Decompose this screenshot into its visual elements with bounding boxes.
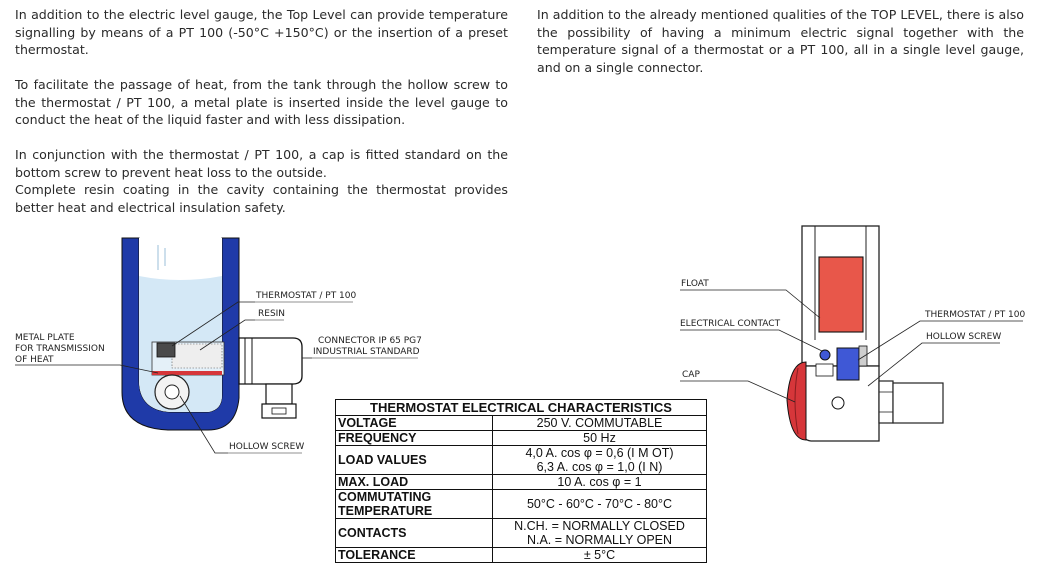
- label-thermostat-right: THERMOSTAT / PT 100: [925, 310, 1026, 320]
- table-row: [336, 548, 707, 563]
- leader-float: [680, 290, 820, 318]
- left-paragraph-1: In addition to the electric level gauge, the Top Level can provide temperature signalling by means of a PT 100 (-50°C +150°C) or the insertion of a preset thermostat.: [15, 7, 508, 57]
- thermostat-characteristics-table: [335, 399, 707, 563]
- metal-plate: [152, 371, 222, 375]
- row-value-frequency: 50 Hz: [493, 431, 707, 446]
- row-value-commutating-temperature: 50°C - 60°C - 70°C - 80°C: [493, 490, 707, 519]
- row-key-contacts: CONTACTS: [336, 519, 493, 548]
- row-key-tolerance: TOLERANCE: [336, 548, 493, 563]
- left-paragraph-3b: Complete resin coating in the cavity containing the thermostat provides better heat and electrical insulation safety.: [15, 182, 508, 215]
- thermostat-block-right: [837, 348, 859, 380]
- leader-electrical-contact: [680, 330, 822, 351]
- connector-housing: [239, 338, 302, 384]
- row-key-load-values: LOAD VALUES: [336, 446, 493, 475]
- label-metal-plate-3: OF HEAT: [15, 355, 54, 365]
- right-paragraph-1: In addition to the already mentioned qualities of the TOP LEVEL, there is also the possibility of having a minimum electric signal together with the temperature signal of a thermostat or a PT 100, all in a single level gauge, and on a single connector.: [537, 7, 1024, 75]
- label-float: FLOAT: [681, 279, 709, 289]
- label-hollow-screw-left: HOLLOW SCREW: [229, 442, 305, 452]
- row-value-tolerance: ± 5°C: [493, 548, 707, 563]
- key-temperature: TEMPERATURE: [338, 504, 433, 518]
- side-housing: [879, 381, 893, 423]
- label-resin: RESIN: [258, 309, 286, 319]
- table-row: [336, 416, 707, 431]
- leader-hollow-screw-right: [868, 343, 1000, 386]
- row-value-max-load: 10 A. cos φ = 1: [493, 475, 707, 490]
- contacts-value-2: N.A. = NORMALLY OPEN: [526, 533, 673, 547]
- contacts-value-1: N.CH. = NORMALLY CLOSED: [514, 519, 685, 533]
- table-row: [336, 519, 707, 548]
- label-metal-plate-1: METAL PLATE: [15, 333, 75, 343]
- table-row: [336, 475, 707, 490]
- electrical-contact: [820, 350, 830, 360]
- connector-gland: [266, 384, 292, 404]
- label-metal-plate-2: FOR TRANSMISSION: [15, 344, 105, 354]
- label-connector-1: CONNECTOR IP 65 PG7: [318, 336, 422, 346]
- table-header-row: [336, 400, 707, 416]
- row-key-voltage: VOLTAGE: [336, 416, 493, 431]
- row-key-commutating-temperature: [336, 490, 493, 519]
- table-row: [336, 490, 707, 519]
- row-key-max-load: MAX. LOAD: [336, 475, 493, 490]
- connector-right: [893, 383, 943, 423]
- load-value-2: 6,3 A. cos φ = 1,0 (I N): [536, 460, 663, 474]
- label-hollow-screw-right: HOLLOW SCREW: [926, 332, 1002, 342]
- load-value-1: 4,0 A. cos φ = 0,6 (I M OT): [525, 446, 674, 460]
- cap: [787, 362, 806, 440]
- resin-fill: [172, 344, 222, 368]
- table-title: THERMOSTAT ELECTRICAL CHARACTERISTICS: [336, 400, 707, 416]
- hollow-screw-right: [832, 397, 844, 409]
- row-value-load-values: [493, 446, 707, 475]
- thermostat-block: [157, 343, 175, 357]
- key-commutating: COMMUTATING: [338, 490, 432, 504]
- row-key-frequency: FREQUENCY: [336, 431, 493, 446]
- left-paragraph-2: To facilitate the passage of heat, from the tank through the hollow screw to the thermostat / PT 100, a metal plate is inserted inside the level gauge to conduct the heat of the liquid faster and with less dissipation.: [15, 77, 508, 127]
- table-row: [336, 446, 707, 475]
- label-cap: CAP: [682, 370, 700, 380]
- label-electrical-contact: ELECTRICAL CONTACT: [680, 319, 781, 329]
- row-value-voltage: 250 V. COMMUTABLE: [493, 416, 707, 431]
- row-value-contacts: [493, 519, 707, 548]
- left-paragraph-3a: In conjunction with the thermostat / PT 100, a cap is fitted standard on the bottom screw to prevent heat loss to the outside.: [15, 147, 508, 180]
- float: [819, 257, 863, 332]
- label-thermostat-left: THERMOSTAT / PT 100: [256, 291, 357, 301]
- table-row: [336, 431, 707, 446]
- label-connector-2: INDUSTRIAL STANDARD: [313, 347, 420, 357]
